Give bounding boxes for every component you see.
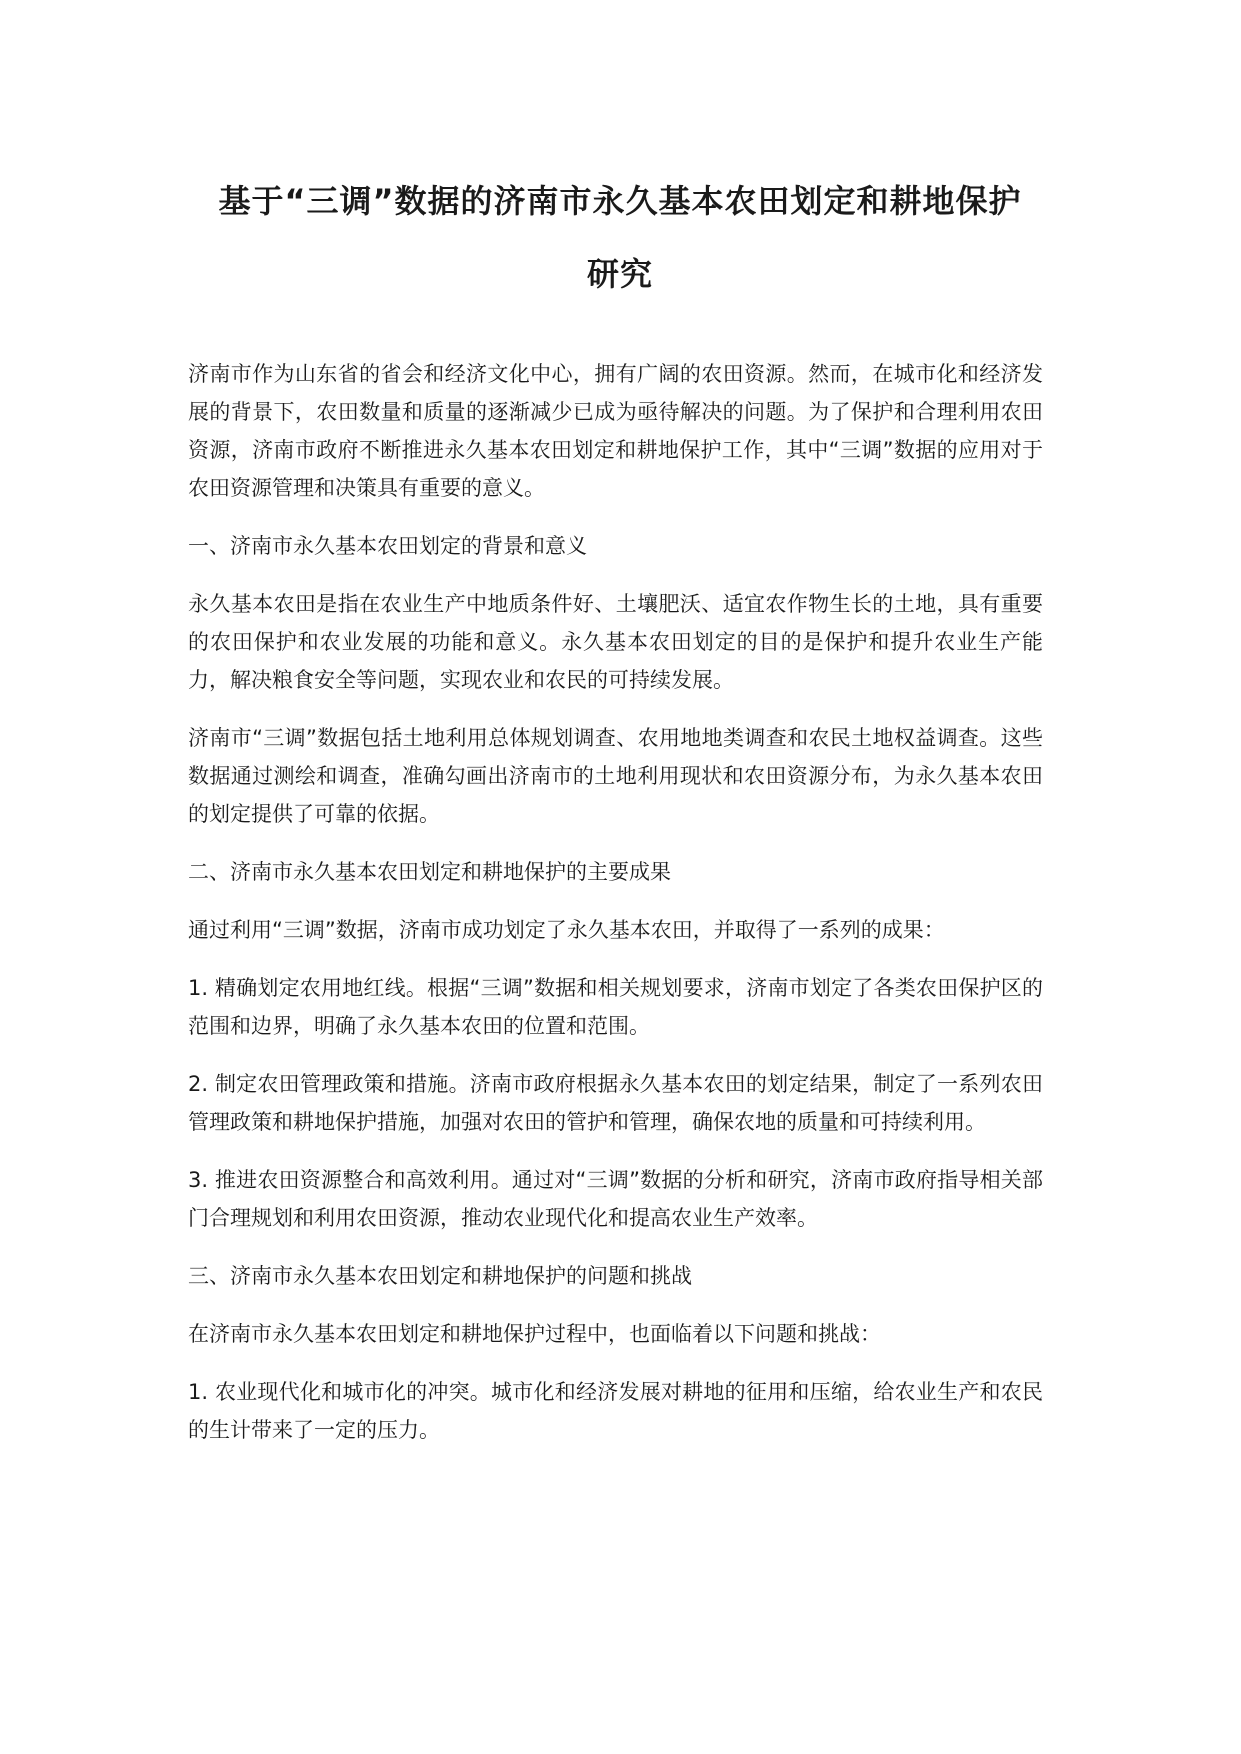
intro-paragraph: 济南市作为山东省的省会和经济文化中心，拥有广阔的农田资源。然而，在城市化和经济发展的背景下，农田数量和质量的逐渐减少已成为亟待解决的问题。为了保护和合理利用农田资源，济南市政府不断推进永久基本农田划定和耕地保护工作，其中“三调”数据的应用对于农田资源管理和决策具有重要的意义。 [188, 362, 1043, 500]
body-paragraph: 永久基本农田是指在农业生产中地质条件好、土壤肥沃、适宜农作物生长的土地，具有重要的农田保护和农业发展的功能和意义。永久基本农田划定的目的是保护和提升农业生产能力，解决粮食安全等问题，实现农业和农民的可持续发展。 [188, 592, 1043, 692]
section-heading-2: 二、济南市永久基本农田划定和耕地保护的主要成果 [188, 860, 671, 884]
document-title-line-2: 研究 [586, 255, 653, 293]
section-heading-3: 三、济南市永久基本农田划定和耕地保护的问题和挑战 [188, 1264, 692, 1288]
body-paragraph: 济南市“三调”数据包括土地利用总体规划调查、农用地地类调查和农民土地权益调查。这些数据通过测绘和调查，准确勾画出济南市的土地利用现状和农田资源分布，为永久基本农田的划定提供了可靠的依据。 [188, 726, 1043, 826]
document-title-line-1: 基于“三调”数据的济南市永久基本农田划定和耕地保护 [218, 182, 1022, 220]
list-item: 1. 农业现代化和城市化的冲突。城市化和经济发展对耕地的征用和压缩，给农业生产和农民的生计带来了一定的压力。 [188, 1380, 1043, 1442]
list-item: 3. 推进农田资源整合和高效利用。通过对“三调”数据的分析和研究，济南市政府指导相关部门合理规划和利用农田资源，推动农业现代化和提高农业生产效率。 [188, 1168, 1043, 1230]
body-paragraph: 通过利用“三调”数据，济南市成功划定了永久基本农田，并取得了一系列的成果： [188, 918, 945, 942]
document-body [188, 355, 1043, 1469]
list-item: 2. 制定农田管理政策和措施。济南市政府根据永久基本农田的划定结果，制定了一系列农田管理政策和耕地保护措施，加强对农田的管护和管理，确保农地的质量和可持续利用。 [188, 1072, 1043, 1134]
section-heading-1: 一、济南市永久基本农田划定的背景和意义 [188, 534, 587, 558]
body-paragraph: 在济南市永久基本农田划定和耕地保护过程中，也面临着以下问题和挑战： [188, 1322, 881, 1346]
list-item: 1. 精确划定农用地红线。根据“三调”数据和相关规划要求，济南市划定了各类农田保护区的范围和边界，明确了永久基本农田的位置和范围。 [188, 976, 1043, 1038]
